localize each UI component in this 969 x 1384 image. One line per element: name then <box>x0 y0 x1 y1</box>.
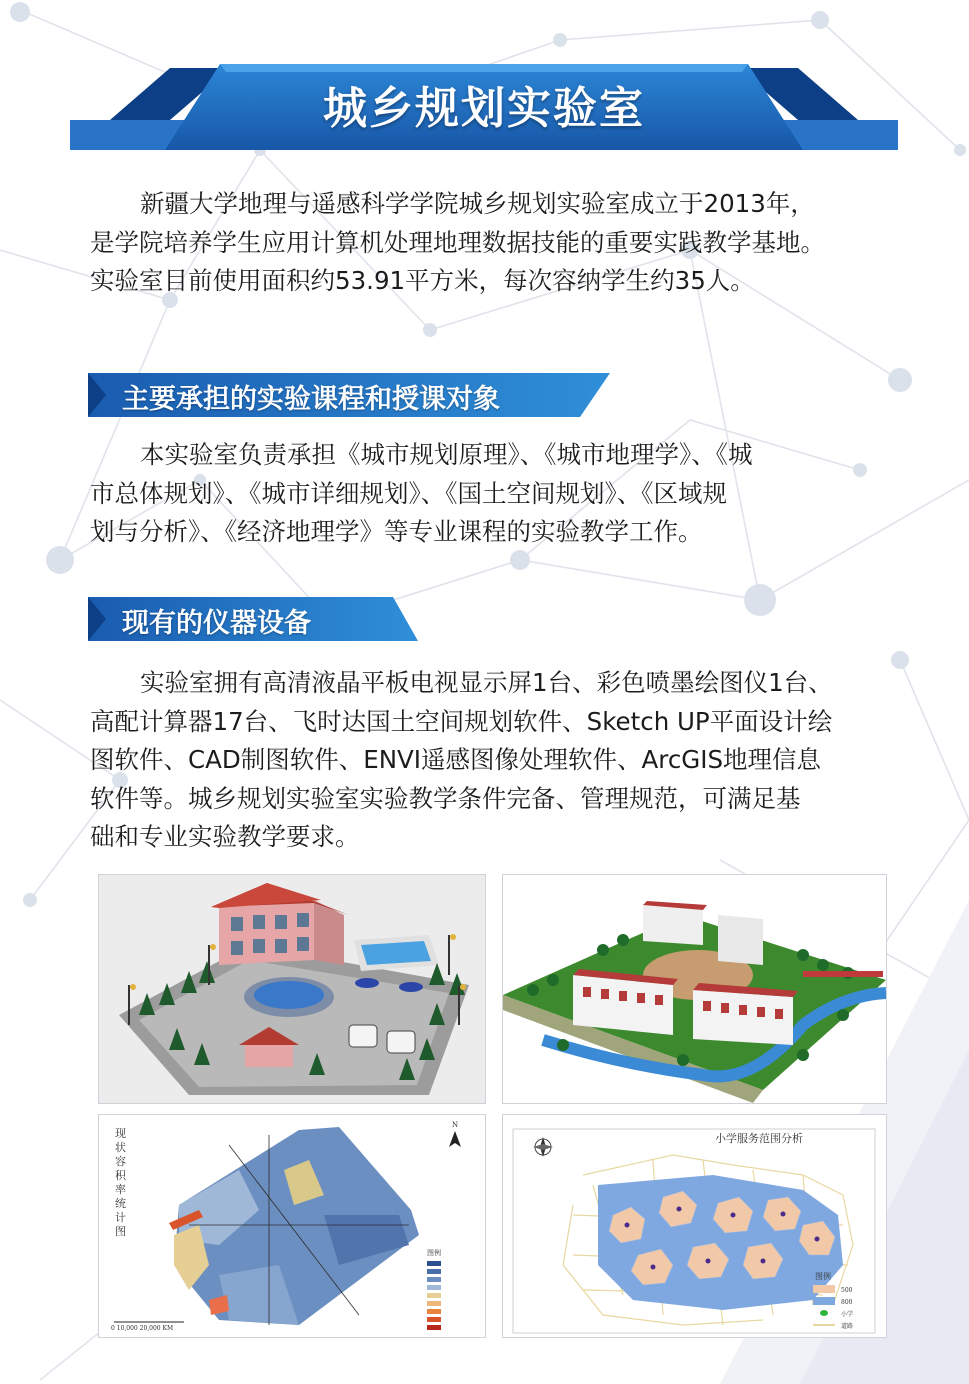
equipment-line: 软件等。城乡规划实验室实验教学条件完备、管理规范，可满足基 <box>90 783 801 813</box>
map-title-char: 率 <box>115 1183 126 1196</box>
house-3d-render-image <box>98 874 486 1104</box>
map-title-char: 容 <box>115 1155 126 1168</box>
equipment-line: 实验室拥有高清液晶平板电视显示屏1台、彩色喷墨绘图仪1台、 <box>140 668 833 697</box>
map1-legend-title: 图例 <box>427 1249 441 1257</box>
section-title: 现有的仪器设备 <box>122 608 311 639</box>
legend-label: 道路 <box>841 1323 854 1330</box>
north-label: N <box>452 1121 459 1129</box>
map2-legend-title: 图例 <box>815 1272 831 1281</box>
map-title-char: 现 <box>115 1127 126 1140</box>
school-service-map-image <box>502 1114 887 1338</box>
map-title-char: 图 <box>115 1225 126 1238</box>
equipment-line: 图软件、CAD制图软件、ENVI遥感图像处理软件、ArcGIS地理信息 <box>90 745 822 774</box>
legend-label: 小学 <box>841 1311 854 1318</box>
title-banner <box>70 62 898 154</box>
intro-line: 新疆大学地理与遥感科学学院城乡规划实验室成立于2013年， <box>140 189 815 218</box>
section-header-courses <box>88 373 610 417</box>
equipment-line: 础和专业实验教学要求。 <box>90 822 360 851</box>
courses-line: 本实验室负责承担《城市规划原理》、《城市地理学》、《城 <box>140 440 753 469</box>
map-title-char: 状 <box>115 1141 126 1154</box>
equipment-line: 高配计算器17台、飞时达国土空间规划软件、Sketch UP平面设计绘 <box>90 706 833 736</box>
map-title-char: 计 <box>115 1211 126 1224</box>
page-title: 城乡规划实验室 <box>323 83 645 134</box>
section-title: 主要承担的实验课程和授课对象 <box>122 384 500 415</box>
legend-label: 800 <box>841 1299 853 1306</box>
section-header-equipment <box>88 597 418 641</box>
town-3d-render-image <box>502 874 887 1104</box>
intro-paragraph <box>90 185 880 301</box>
map1-legend <box>427 1261 441 1330</box>
scale-label: 0 10,000 20,000 KM <box>111 1325 174 1332</box>
courses-line: 市总体规划》、《城市详细规划》、《国土空间规划》、《区域规 <box>90 478 727 508</box>
map-title-char: 统 <box>115 1197 126 1210</box>
map-title-char: 积 <box>115 1169 126 1182</box>
map2-title: 小学服务范围分析 <box>715 1132 803 1145</box>
intro-line: 实验室目前使用面积约53.91平方米，每次容纳学生约35人。 <box>90 266 755 295</box>
far-statistics-map-image <box>98 1114 486 1338</box>
map-vertical-title <box>115 1127 127 1238</box>
intro-line: 是学院培养学生应用计算机处理地理数据技能的重要实践教学基地。 <box>90 227 825 257</box>
courses-line: 划与分析》、《经济地理学》等专业课程的实验教学工作。 <box>90 517 703 546</box>
equipment-paragraph <box>90 664 880 857</box>
courses-paragraph <box>90 436 880 552</box>
legend-label: 500 <box>841 1287 853 1294</box>
